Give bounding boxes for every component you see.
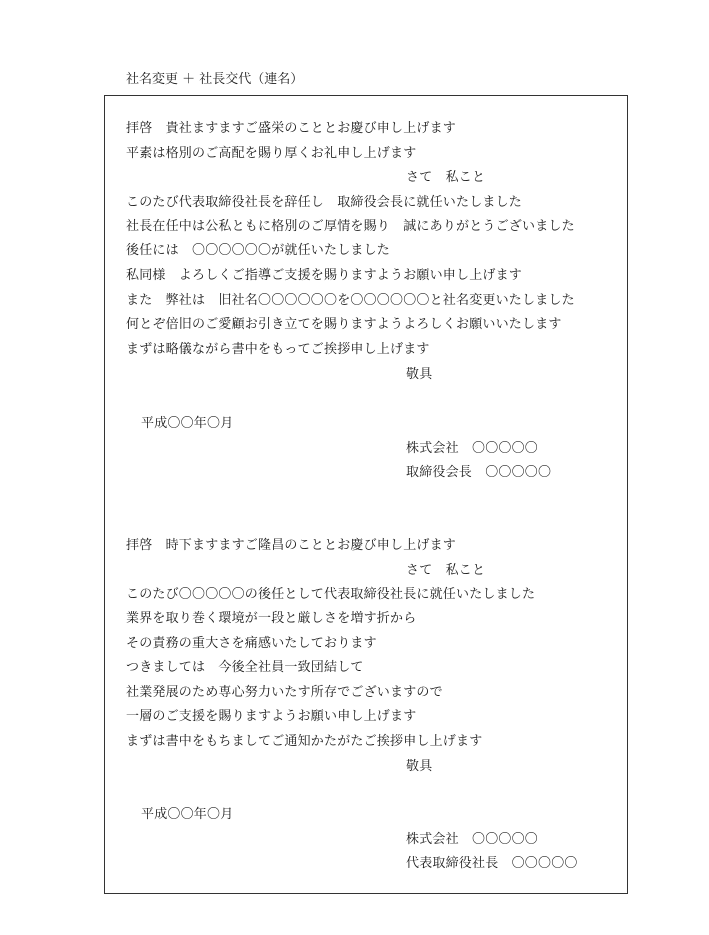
letter2-line: このたび〇〇〇〇〇の後任として代表取締役社長に就任いたしました — [126, 587, 536, 602]
letter2-signer: 代表取締役社長 〇〇〇〇〇 — [406, 856, 578, 871]
letter2-company: 株式会社 〇〇〇〇〇 — [406, 832, 539, 847]
letter2-closing: 敬具 — [406, 759, 433, 774]
letter1-line: 平素は格別のご高配を賜り厚くお礼申し上げます — [126, 146, 417, 161]
letter2-date: 平成〇〇年〇月 — [141, 807, 234, 822]
letter1-signer: 取締役会長 〇〇〇〇〇 — [406, 465, 552, 480]
letter2-line: まずは書中をもちましてご通知かたがたご挨拶申し上げます — [126, 734, 483, 749]
letter1-line: まずは略儀ながら書中をもってご挨拶申し上げます — [126, 342, 430, 357]
letter2-line: つきましては 今後全社員一致団結して — [126, 660, 364, 675]
letter1-closing: 敬具 — [406, 367, 433, 382]
letter1-date: 平成〇〇年〇月 — [141, 416, 234, 431]
document-title: 社名変更 ＋ 社長交代（連名） — [126, 72, 304, 87]
letter1-line: このたび代表取締役社長を辞任し 取締役会長に就任いたしました — [126, 195, 523, 210]
letter1-line: また 弊社は 旧社名〇〇〇〇〇〇を〇〇〇〇〇〇と社名変更いたしました — [126, 293, 575, 308]
letter1-line: 私同様 よろしくご指導ご支援を賜りますようお願い申し上げます — [126, 268, 523, 283]
letter1-line: 社長在任中は公私ともに格別のご厚情を賜り 誠にありがとうございました — [126, 219, 575, 234]
letter2-line: その責務の重大さを痛感いたしております — [126, 636, 377, 651]
letter-frame — [104, 95, 628, 894]
letter2-line: 社業発展のため専心努力いたす所存でございますので — [126, 685, 443, 700]
letter2-line: 業界を取り巻く環境が一段と厳しさを増す折から — [126, 611, 417, 626]
letter2-line: さて 私こと — [406, 563, 486, 578]
letter1-line: さて 私こと — [406, 170, 486, 185]
letter1-line: 何とぞ倍旧のご愛顧お引き立てを賜りますようよろしくお願いいたします — [126, 317, 562, 332]
letter2-line-greeting: 拝啓 時下ますますご隆昌のこととお慶び申し上げます — [126, 538, 457, 553]
letter1-line-greeting: 拝啓 貴社ますますご盛栄のこととお慶び申し上げます — [126, 121, 457, 136]
letter1-company: 株式会社 〇〇〇〇〇 — [406, 441, 539, 456]
letter1-line: 後任には 〇〇〇〇〇〇が就任いたしました — [126, 243, 391, 258]
letter2-line: 一層のご支援を賜りますようお願い申し上げます — [126, 709, 417, 724]
